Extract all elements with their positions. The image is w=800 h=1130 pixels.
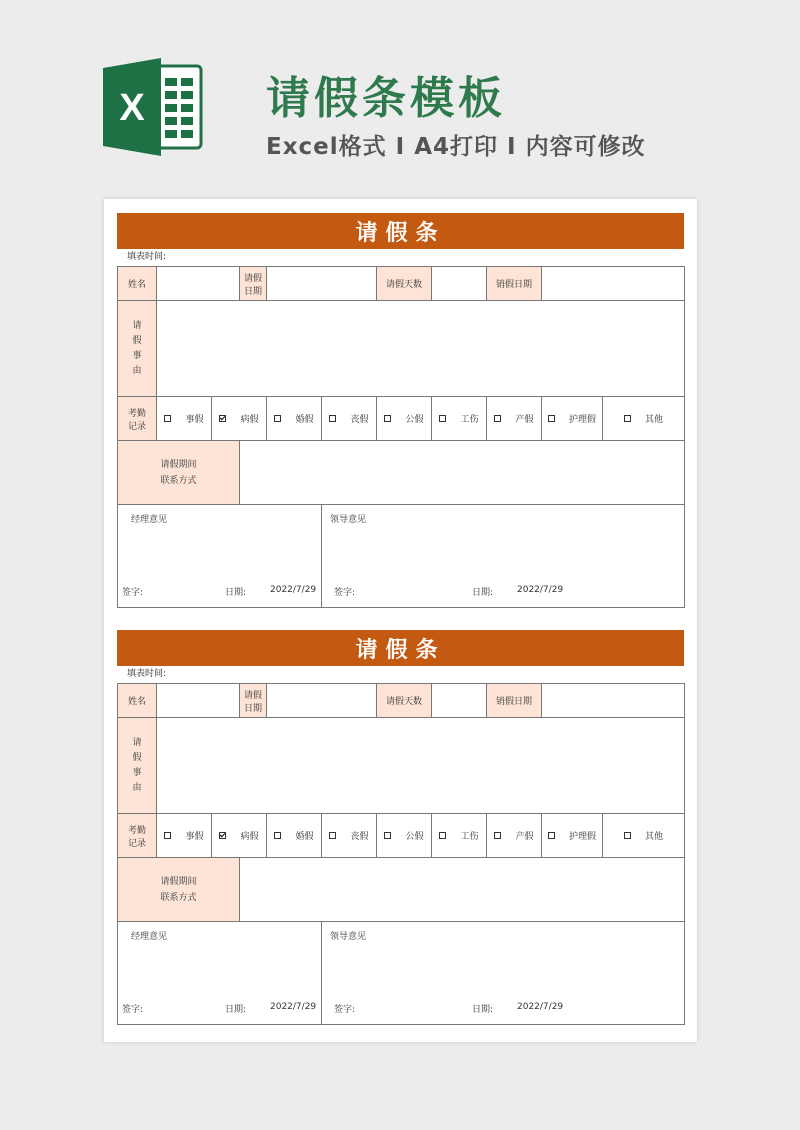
leave-type-option[interactable] (322, 814, 377, 858)
leader-opinion-cell[interactable] (322, 922, 685, 1025)
leave-type-option[interactable] (212, 814, 267, 858)
leave-type-option[interactable] (377, 397, 432, 441)
leave-type-label: 病假 (240, 832, 259, 842)
reason-input[interactable] (157, 718, 685, 814)
checkbox-icon[interactable] (494, 415, 501, 422)
contact-label: 请假期间 联系方式 (118, 858, 240, 922)
leave-type-label: 产假 (515, 415, 534, 425)
reason-input[interactable] (157, 301, 685, 397)
leave-type-option[interactable] (432, 814, 487, 858)
leave-type-label: 护理假 (568, 832, 596, 842)
sign-label: 签字: (122, 588, 144, 598)
checkbox-icon[interactable] (274, 832, 281, 839)
leave-days-input[interactable] (432, 267, 487, 301)
sign-label: 签字: (334, 588, 356, 598)
checkbox-icon[interactable] (164, 832, 171, 839)
checkbox-icon[interactable] (384, 415, 391, 422)
sign-label: 签字: (334, 1005, 356, 1015)
leave-type-label: 工伤 (460, 832, 479, 842)
leave-type-option[interactable] (542, 397, 603, 441)
checkbox-icon[interactable] (624, 832, 631, 839)
cancel-date-input[interactable] (542, 684, 685, 718)
checkbox-icon[interactable] (274, 415, 281, 422)
leave-date-label: 请假日期 (240, 267, 267, 301)
leave-form (117, 213, 684, 608)
sign-label: 签字: (122, 1005, 144, 1015)
date-label: 日期: (472, 588, 494, 598)
checkbox-checked-icon[interactable] (219, 415, 226, 422)
attendance-label: 考勤 记录 (118, 814, 157, 858)
checkbox-icon[interactable] (439, 832, 446, 839)
checkbox-icon[interactable] (329, 415, 336, 422)
cancel-date-label: 销假日期 (487, 267, 542, 301)
leave-type-label: 丧假 (350, 832, 369, 842)
leave-date-label: 请假日期 (240, 684, 267, 718)
leave-type-label: 公假 (405, 415, 424, 425)
manager-opinion-cell[interactable] (118, 922, 322, 1025)
contact-input[interactable] (240, 858, 685, 922)
page-subtitle: Excel格式 I A4打印 I 内容可修改 (266, 134, 646, 160)
reason-label: 请 假 事 由 (118, 718, 157, 814)
date-value: 2022/7/29 (270, 585, 317, 595)
form-title: 请假条 (117, 630, 684, 666)
excel-icon (103, 58, 203, 156)
leave-type-label: 婚假 (295, 415, 314, 425)
leave-type-option[interactable] (157, 814, 212, 858)
filled-time-label: 填表时间: (127, 669, 167, 679)
leave-type-label: 护理假 (568, 415, 596, 425)
checkbox-icon[interactable] (548, 832, 555, 839)
leave-type-option[interactable] (432, 397, 487, 441)
leader-opinion-label: 领导意见 (330, 932, 367, 942)
leave-days-label: 请假天数 (377, 267, 432, 301)
leave-type-label: 其他 (644, 832, 663, 842)
checkbox-icon[interactable] (439, 415, 446, 422)
leave-type-label: 事假 (185, 415, 204, 425)
header (0, 0, 800, 200)
leave-type-option[interactable] (322, 397, 377, 441)
date-label: 日期: (225, 1005, 247, 1015)
leave-type-label: 事假 (185, 832, 204, 842)
form-table (117, 266, 685, 608)
leave-type-option[interactable] (267, 397, 322, 441)
leave-type-label: 工伤 (460, 415, 479, 425)
form-table (117, 683, 685, 1025)
cancel-date-label: 销假日期 (487, 684, 542, 718)
contact-label: 请假期间 联系方式 (118, 441, 240, 505)
leave-date-input[interactable] (267, 684, 377, 718)
leave-type-option[interactable] (542, 814, 603, 858)
paper-sheet (104, 199, 697, 1042)
reason-label: 请 假 事 由 (118, 301, 157, 397)
leave-type-label: 病假 (240, 415, 259, 425)
checkbox-icon[interactable] (548, 415, 555, 422)
date-label: 日期: (225, 588, 247, 598)
checkbox-icon[interactable] (164, 415, 171, 422)
contact-input[interactable] (240, 441, 685, 505)
name-label: 姓名 (118, 267, 157, 301)
leave-type-option[interactable] (603, 814, 685, 858)
leave-type-option[interactable] (377, 814, 432, 858)
leave-type-label: 产假 (515, 832, 534, 842)
page-title: 请假条模板 (266, 73, 506, 124)
name-input[interactable] (157, 267, 240, 301)
leave-type-option[interactable] (212, 397, 267, 441)
date-value: 2022/7/29 (517, 1002, 564, 1012)
leave-days-label: 请假天数 (377, 684, 432, 718)
leave-type-label: 婚假 (295, 832, 314, 842)
leave-form (117, 630, 684, 1025)
cancel-date-input[interactable] (542, 267, 685, 301)
leave-days-input[interactable] (432, 684, 487, 718)
checkbox-icon[interactable] (494, 832, 501, 839)
leave-type-option[interactable] (487, 814, 542, 858)
date-value: 2022/7/29 (270, 1002, 317, 1012)
manager-opinion-label: 经理意见 (131, 932, 168, 942)
leave-type-option[interactable] (157, 397, 212, 441)
leave-type-option[interactable] (267, 814, 322, 858)
filled-time-label: 填表时间: (127, 252, 167, 262)
name-label: 姓名 (118, 684, 157, 718)
manager-opinion-cell[interactable] (118, 505, 322, 608)
excel-logo-letter: X (119, 87, 145, 129)
name-input[interactable] (157, 684, 240, 718)
leave-type-label: 其他 (644, 415, 663, 425)
leave-type-label: 丧假 (350, 415, 369, 425)
checkbox-icon[interactable] (624, 415, 631, 422)
leave-type-label: 公假 (405, 832, 424, 842)
checkbox-icon[interactable] (384, 832, 391, 839)
leave-type-option[interactable] (603, 397, 685, 441)
form-title: 请假条 (117, 213, 684, 249)
attendance-label: 考勤 记录 (118, 397, 157, 441)
checkbox-checked-icon[interactable] (219, 832, 226, 839)
leave-date-input[interactable] (267, 267, 377, 301)
leader-opinion-label: 领导意见 (330, 515, 367, 525)
date-label: 日期: (472, 1005, 494, 1015)
checkbox-icon[interactable] (329, 832, 336, 839)
leave-type-option[interactable] (487, 397, 542, 441)
date-value: 2022/7/29 (517, 585, 564, 595)
manager-opinion-label: 经理意见 (131, 515, 168, 525)
leader-opinion-cell[interactable] (322, 505, 685, 608)
